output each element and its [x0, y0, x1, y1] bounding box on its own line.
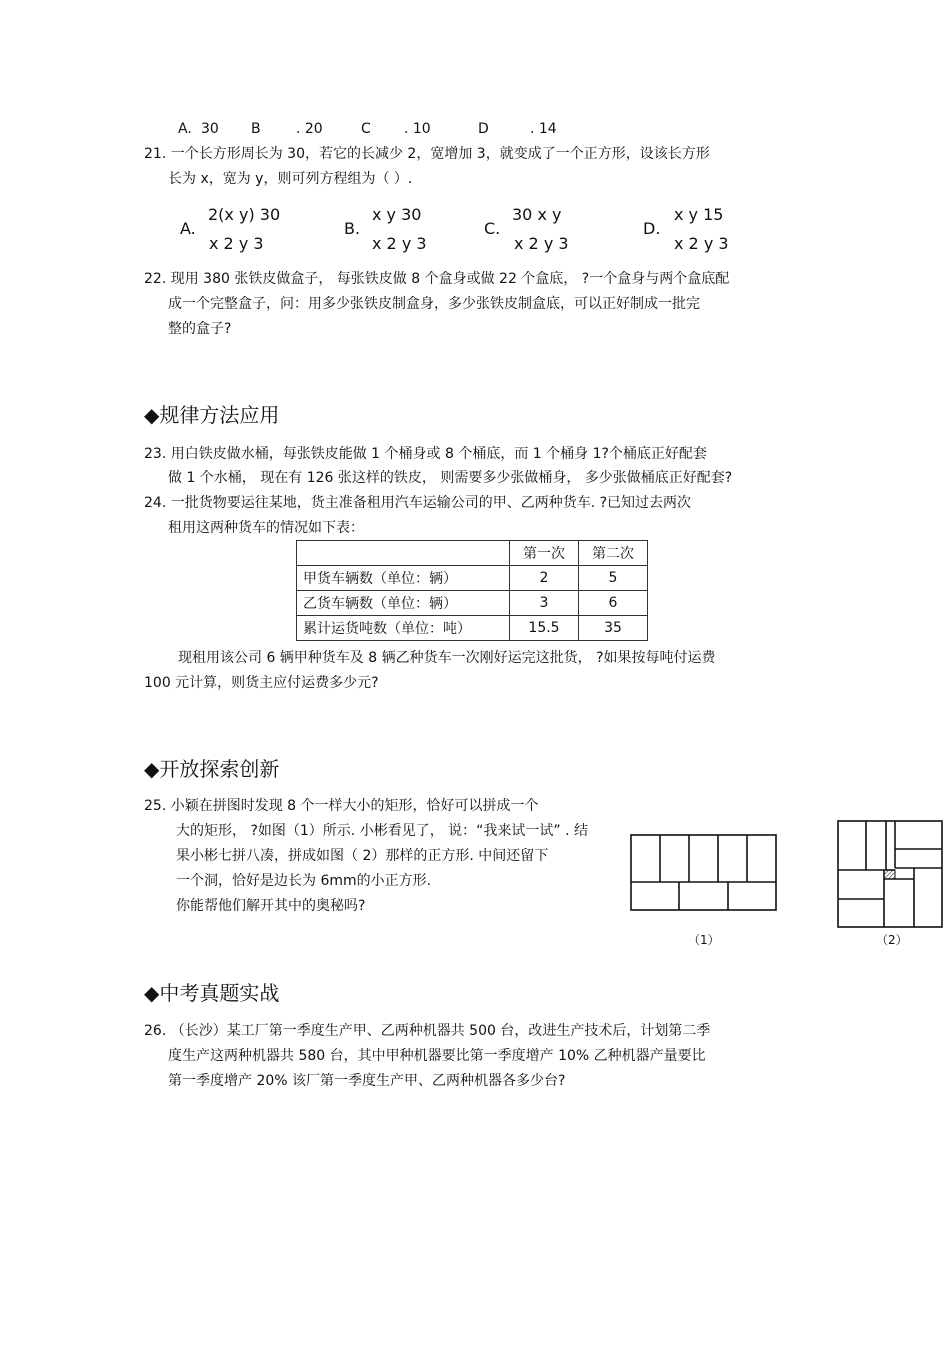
table-header-cell	[297, 541, 510, 566]
q25-text-line5: 你能帮他们解开其中的奥秘吗?	[176, 898, 366, 914]
q20-option-d-value: . 14	[530, 121, 557, 137]
table-cell: 2	[510, 566, 579, 591]
table-row	[297, 616, 648, 641]
q25-text-line1: 25. 小颖在拼图时发现 8 个一样大小的矩形，恰好可以拼成一个	[144, 798, 539, 814]
freight-table	[296, 540, 648, 641]
q24-text-line1: 24. 一批货物要运往某地，货主准备租用汽车运输公司的甲、乙两种货车. ?已知过去两次	[144, 495, 692, 511]
q20-option-a-value: 30	[201, 121, 219, 137]
table-row	[297, 591, 648, 616]
q25-text-line4: 一个洞，恰好是边长为 6mm的小正方形.	[176, 873, 432, 889]
table-cell: 累计运货吨数（单位：吨）	[297, 616, 510, 641]
q26-text-line3: 第一季度增产 20% 该厂第一季度生产甲、乙两种机器各多少台?	[168, 1073, 566, 1089]
table-header-row	[297, 541, 648, 566]
table-cell: 5	[579, 566, 648, 591]
q21-text-line1: 21. 一个长方形周长为 30，若它的长减少 2，宽增加 3，就变成了一个正方形，设该长方形	[144, 146, 710, 162]
figure-2-square-puzzle	[832, 816, 948, 932]
table-row	[297, 566, 648, 591]
table-cell: 6	[579, 591, 648, 616]
q20-option-b-label: B	[251, 121, 261, 137]
q20-option-c-value: . 10	[404, 121, 431, 137]
table-cell: 乙货车辆数（单位：辆）	[297, 591, 510, 616]
section-heading-exam-practice: ◆中考真题实战	[144, 981, 280, 1005]
q21-option-b-label: B.	[344, 219, 361, 238]
q21-option-c-eq2: x 2 y 3	[514, 234, 569, 253]
q22-text-line2: 成一个完整盒子，问：用多少张铁皮制盒身，多少张铁皮制盒底，可以正好制成一批完	[168, 296, 700, 312]
table-cell: 15.5	[510, 616, 579, 641]
figure-2-caption: （2）	[876, 933, 908, 947]
q24-text-line4: 100 元计算，则货主应付运费多少元?	[144, 675, 379, 691]
q21-option-c-label: C.	[484, 219, 501, 238]
q25-text-line2: 大的矩形， ?如图（1）所示. 小彬看见了， 说：“我来试一试” . 结	[176, 823, 588, 839]
table-cell: 35	[579, 616, 648, 641]
table-header-cell: 第二次	[579, 541, 648, 566]
q22-text-line3: 整的盒子?	[168, 321, 232, 337]
q23-text-line1: 23. 用白铁皮做水桶，每张铁皮能做 1 个桶身或 8 个桶底，而 1 个桶身 1?个桶底正好配套	[144, 446, 707, 462]
q24-text-line3: 现租用该公司 6 辆甲种货车及 8 辆乙种货车一次刚好运完这批货， ?如果按每吨付运费	[178, 650, 716, 666]
section-heading-methods: ◆规律方法应用	[144, 403, 280, 427]
q21-option-a-label: A.	[180, 219, 196, 238]
table-header-cell: 第一次	[510, 541, 579, 566]
q20-option-a-label: A.	[178, 121, 192, 137]
q21-text-line2: 长为 x，宽为 y，则可列方程组为（ ）.	[168, 171, 413, 187]
q26-text-line1: 26. （长沙）某工厂第一季度生产甲、乙两种机器共 500 台，改进生产技术后，计划第二季	[144, 1023, 711, 1039]
q26-text-line2: 度生产这两种机器共 580 台，其中甲种机器要比第一季度增产 10% 乙种机器产量要比	[168, 1048, 706, 1064]
table-cell: 甲货车辆数（单位：辆）	[297, 566, 510, 591]
q20-option-b-value: . 20	[296, 121, 323, 137]
q21-option-b-eq1: x y 30	[372, 205, 422, 224]
q21-option-d-eq1: x y 15	[674, 205, 724, 224]
q25-text-line3: 果小彬七拼八凑，拼成如图（ 2）那样的正方形. 中间还留下	[176, 848, 549, 864]
q21-option-d-eq2: x 2 y 3	[674, 234, 729, 253]
q21-option-c-eq1: 30 x y	[512, 205, 562, 224]
q21-option-b-eq2: x 2 y 3	[372, 234, 427, 253]
figure-1-caption: （1）	[688, 933, 720, 947]
q23-text-line2: 做 1 个水桶， 现在有 126 张这样的铁皮， 则需要多少张做桶身， 多少张做桶底正好配套?	[168, 470, 733, 486]
q20-option-c-label: C	[361, 121, 371, 137]
section-heading-open-exploration: ◆开放探索创新	[144, 757, 280, 781]
q22-text-line1: 22. 现用 380 张铁皮做盒子， 每张铁皮做 8 个盒身或做 22 个盒底， ?一个盒身与两个盒底配	[144, 271, 730, 287]
q21-option-d-label: D.	[643, 219, 661, 238]
q24-text-line2: 租用这两种货车的情况如下表：	[168, 520, 364, 536]
table-cell: 3	[510, 591, 579, 616]
q21-option-a-eq1: 2(x y) 30	[208, 205, 281, 224]
q21-option-a-eq2: x 2 y 3	[209, 234, 264, 253]
q20-option-d-label: D	[478, 121, 489, 137]
